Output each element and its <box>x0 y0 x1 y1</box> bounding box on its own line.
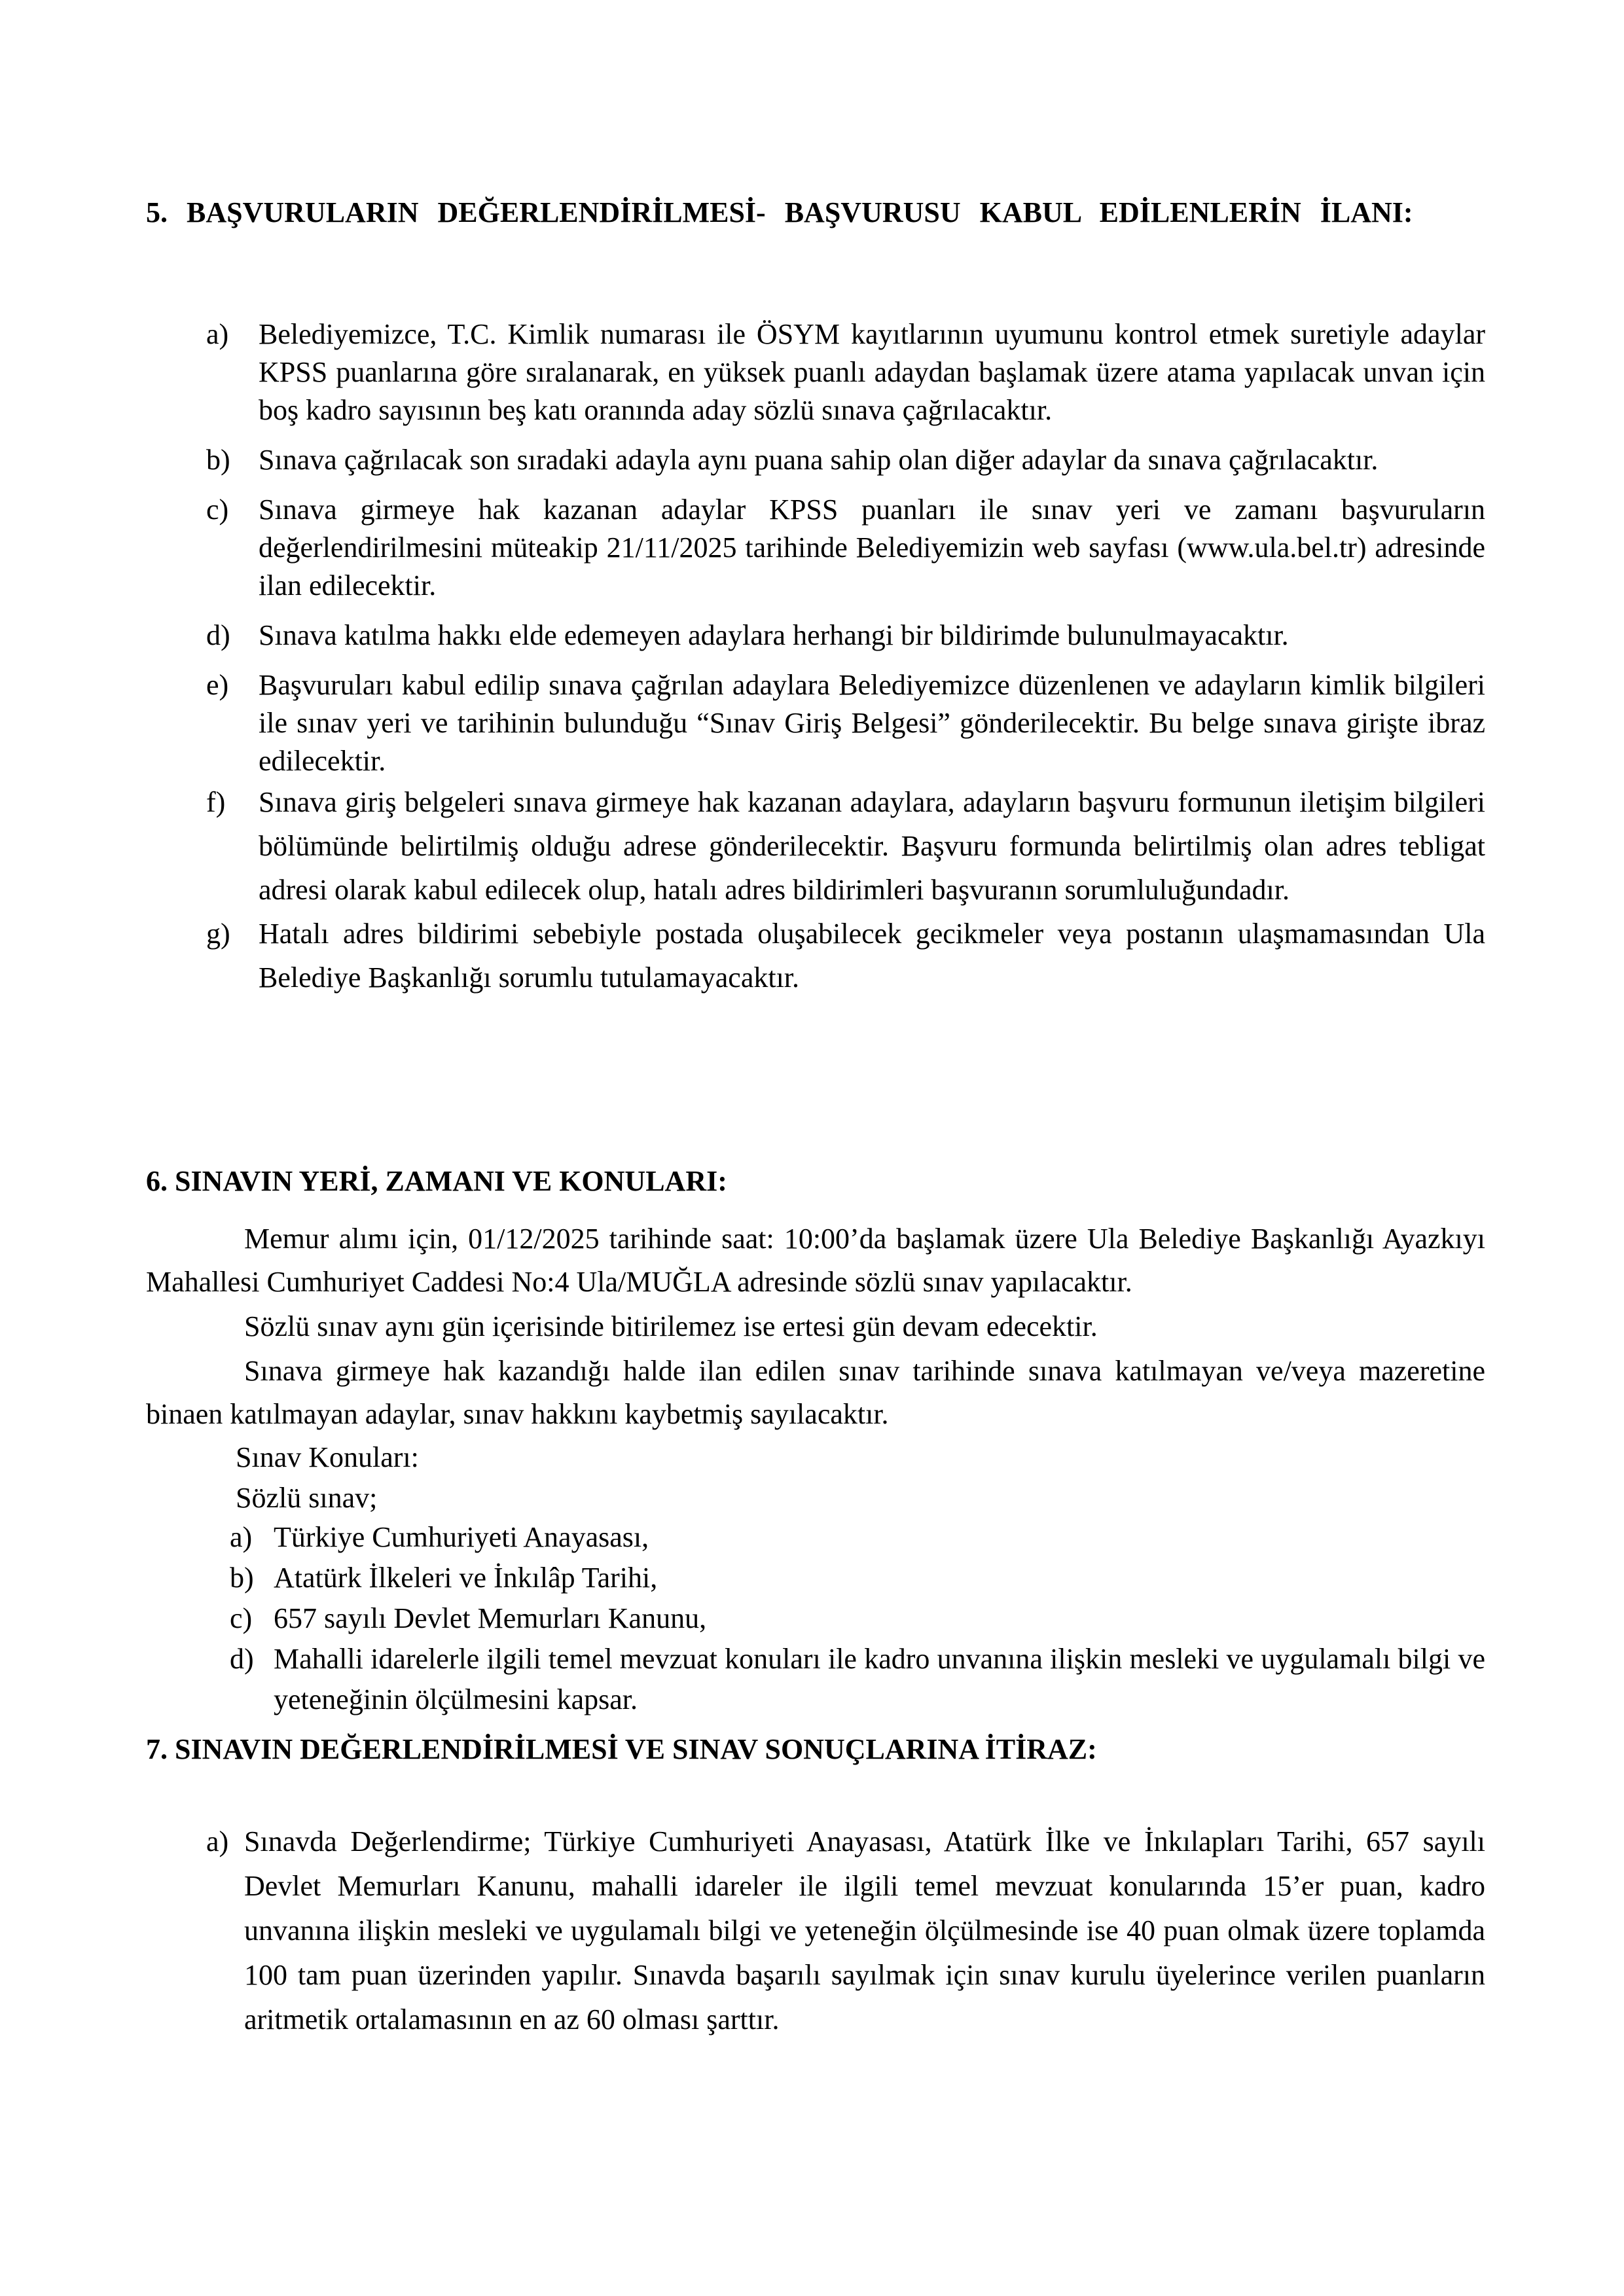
list-item-text: Mahalli idarelerle ilgili temel mevzuat konuları ile kadro unvanına ilişkin mesleki ve uygulamalı bilgi ve yeteneğinin ölçülmesini kapsar. <box>274 1643 1485 1715</box>
list-item-text: Sınava girmeye hak kazanan adaylar KPSS puanları ile sınav yeri ve zamanı başvuruların değerlendirilmesini müteakip 21/11/2025 tarihinde Belediyemizin web sayfası (www.ula.bel.tr) adresinde ilan edilecektir. <box>259 493 1485 601</box>
list-marker: c) <box>230 1602 253 1634</box>
list-item <box>146 315 1485 429</box>
list-item <box>146 617 1485 655</box>
exam-continuation-paragraph: Sözlü sınav aynı gün içerisinde bitirilemez ise ertesi gün devam edecektir. <box>244 1310 1098 1342</box>
list-marker: a) <box>206 318 229 350</box>
list-marker: a) <box>206 1825 229 1857</box>
list-item-text: Sınava çağrılacak son sıradaki adayla aynı puana sahip olan diğer adaylar da sınava çağrılacaktır. <box>259 444 1379 476</box>
section-7-list <box>146 1820 1485 2042</box>
list-item-text: Sınava giriş belgeleri sınava girmeye hak kazanan adaylara, adayların başvuru formunun iletişim bilgileri bölümünde belirtilmiş olduğu adrese gönderilecektir. Başvuru formunda belirtilmiş olan adres tebligat adresi olarak kabul edilecek olup, hatalı adres bildirimleri başvuranın sorumluluğundadır. <box>259 786 1485 906</box>
list-marker: e) <box>206 669 229 701</box>
list-marker: f) <box>206 786 226 818</box>
section-6-heading: 6. SINAVIN YERİ, ZAMANI VE KONULARI: <box>146 1165 727 1197</box>
list-marker: c) <box>206 493 229 526</box>
list-marker: a) <box>230 1521 253 1553</box>
exam-absence-paragraph: Sınava girmeye hak kazandığı halde ilan edilen sınav tarihinde sınava katılmayan ve/veya mazeretine binaen katılmayan adaylar, sınav hakkını kaybetmiş sayılacaktır. <box>146 1355 1485 1430</box>
list-item-text: Sınavda Değerlendirme; Türkiye Cumhuriyeti Anayasası, Atatürk İlke ve İnkılapları Tarihi, 657 sayılı Devlet Memurları Kanunu, mahalli idareler ile ilgili temel mevzuat konularında 15’er puan, kadro unvanına ilişkin mesleki ve uygulamalı bilgi ve yeteneğin ölçülmesinde ise 40 puan olmak üzere toplamda 100 tam puan üzerinden yapılır. Sınavda başarılı sayılmak için sınav kurulu üyelerince verilen puanların aritmetik ortalamasının en az 60 olması şarttır. <box>244 1825 1485 2036</box>
list-item <box>146 1639 1485 1720</box>
oral-exam-label: Sözlü sınav; <box>236 1482 378 1514</box>
section-5-list <box>146 315 1485 999</box>
list-item-text: Hatalı adres bildirimi sebebiyle postada oluşabilecek gecikmeler veya postanın ulaşmamasından Ula Belediye Başkanlığı sorumlu tutulamayacaktır. <box>259 918 1485 994</box>
list-marker: g) <box>206 918 230 950</box>
list-item <box>146 1598 1485 1639</box>
exam-location-paragraph: Memur alımı için, 01/12/2025 tarihinde saat: 10:00’da başlamak üzere Ula Belediye Başkanlığı Ayazkıyı Mahallesi Cumhuriyet Caddesi No:4 Ula/MUĞLA adresinde sözlü sınav yapılacaktır. <box>146 1223 1485 1298</box>
list-marker: b) <box>206 444 230 476</box>
list-item <box>146 441 1485 479</box>
list-marker: d) <box>230 1643 254 1675</box>
list-item-text: Türkiye Cumhuriyeti Anayasası, <box>274 1521 649 1553</box>
list-item-text: Sınava katılma hakkı elde edemeyen adaylara herhangi bir bildirimde bulunulmayacaktır. <box>259 619 1289 651</box>
list-item <box>146 666 1485 780</box>
exam-topics-label: Sınav Konuları: <box>236 1441 419 1473</box>
list-item <box>146 780 1485 912</box>
section-5-heading: 5. BAŞVURULARIN DEĞERLENDİRİLMESİ- BAŞVURUSU KABUL EDİLENLERİN İLANI: <box>146 196 1413 228</box>
list-item-text: Belediyemizce, T.C. Kimlik numarası ile ÖSYM kayıtlarının uyumunu kontrol etmek suretiyle adaylar KPSS puanlarına göre sıralanarak, en yüksek puanlı adaydan başlamak üzere atama yapılacak unvan için boş kadro sayısının beş katı oranında aday sözlü sınava çağrılacaktır. <box>259 318 1485 426</box>
list-marker: d) <box>206 619 230 651</box>
exam-topics-list <box>146 1517 1485 1720</box>
list-item <box>146 912 1485 999</box>
list-item-text: Atatürk İlkeleri ve İnkılâp Tarihi, <box>274 1562 658 1594</box>
list-item <box>146 1558 1485 1598</box>
list-item-text: 657 sayılı Devlet Memurları Kanunu, <box>274 1602 707 1634</box>
list-item <box>146 1820 1485 2042</box>
list-item-text: Başvuruları kabul edilip sınava çağrılan adaylara Belediyemizce düzenlenen ve adayların kimlik bilgileri ile sınav yeri ve tarihinin bulunduğu “Sınav Giriş Belgesi” gönderilecektir. Bu belge sınava girişte ibraz edilecektir. <box>259 669 1485 777</box>
list-item <box>146 491 1485 605</box>
list-item <box>146 1517 1485 1558</box>
section-7-heading: 7. SINAVIN DEĞERLENDİRİLMESİ VE SINAV SONUÇLARINA İTİRAZ: <box>146 1733 1097 1765</box>
list-marker: b) <box>230 1562 254 1594</box>
